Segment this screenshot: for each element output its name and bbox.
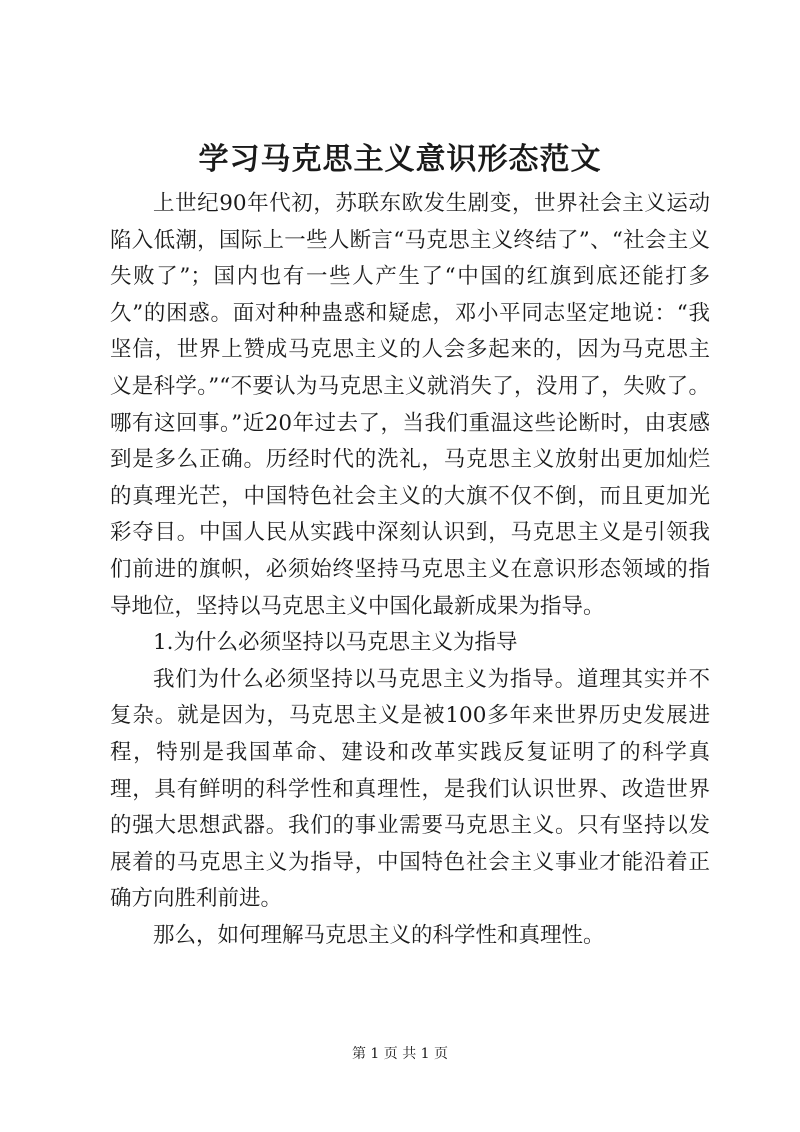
paragraph-reason: 我们为什么必须坚持以马克思主义为指导。道理其实并不复杂。就是因为，马克思主义是被100多年来世界历史发展进程，特别是我国革命、建设和改革实践反复证明了的科学真理，具有鲜明的科学性和真理性，是我们认识世界、改造世界的强大思想武器。我们的事业需要马克思主义。只有坚持以发展着的马克思主义为指导，中国特色社会主义事业才能沿着正确方向胜利前进。 [110,666,710,912]
document-title: 学习马克思主义意识形态范文 [198,142,602,177]
paragraph-question: 那么，如何理解马克思主义的科学性和真理性。 [153,922,605,948]
paragraph-intro: 上世纪90年代初，苏联东欧发生剧变，世界社会主义运动陷入低潮，国际上一些人断言“马克思主义终结了”、“社会主义失败了”；国内也有一些人产生了“中国的红旗到底还能打多久”的困惑。面对种种蛊惑和疑虑，邓小平同志坚定地说：“我坚信，世界上赞成马克思主义的人会多起来的，因为马克思主义是科学。”“不要认为马克思主义就消失了，没用了，失败了。哪有这回事。”近20年过去了，当我们重温这些论断时，由衷感到是多么正确。历经时代的洗礼，马克思主义放射出更加灿烂的真理光芒，中国特色社会主义的大旗不仅不倒，而且更加光彩夺目。中国人民从实践中深刻认识到，马克思主义是引领我们前进的旗帜，必须始终坚持马克思主义在意识形态领域的指导地位，坚持以马克思主义中国化最新成果为指导。 [110,191,710,619]
section-heading: 1.为什么必须坚持以马克思主义为指导 [153,630,518,656]
page-footer: 第 1 页 共 1 页 [351,1046,449,1062]
document-body [110,186,710,954]
